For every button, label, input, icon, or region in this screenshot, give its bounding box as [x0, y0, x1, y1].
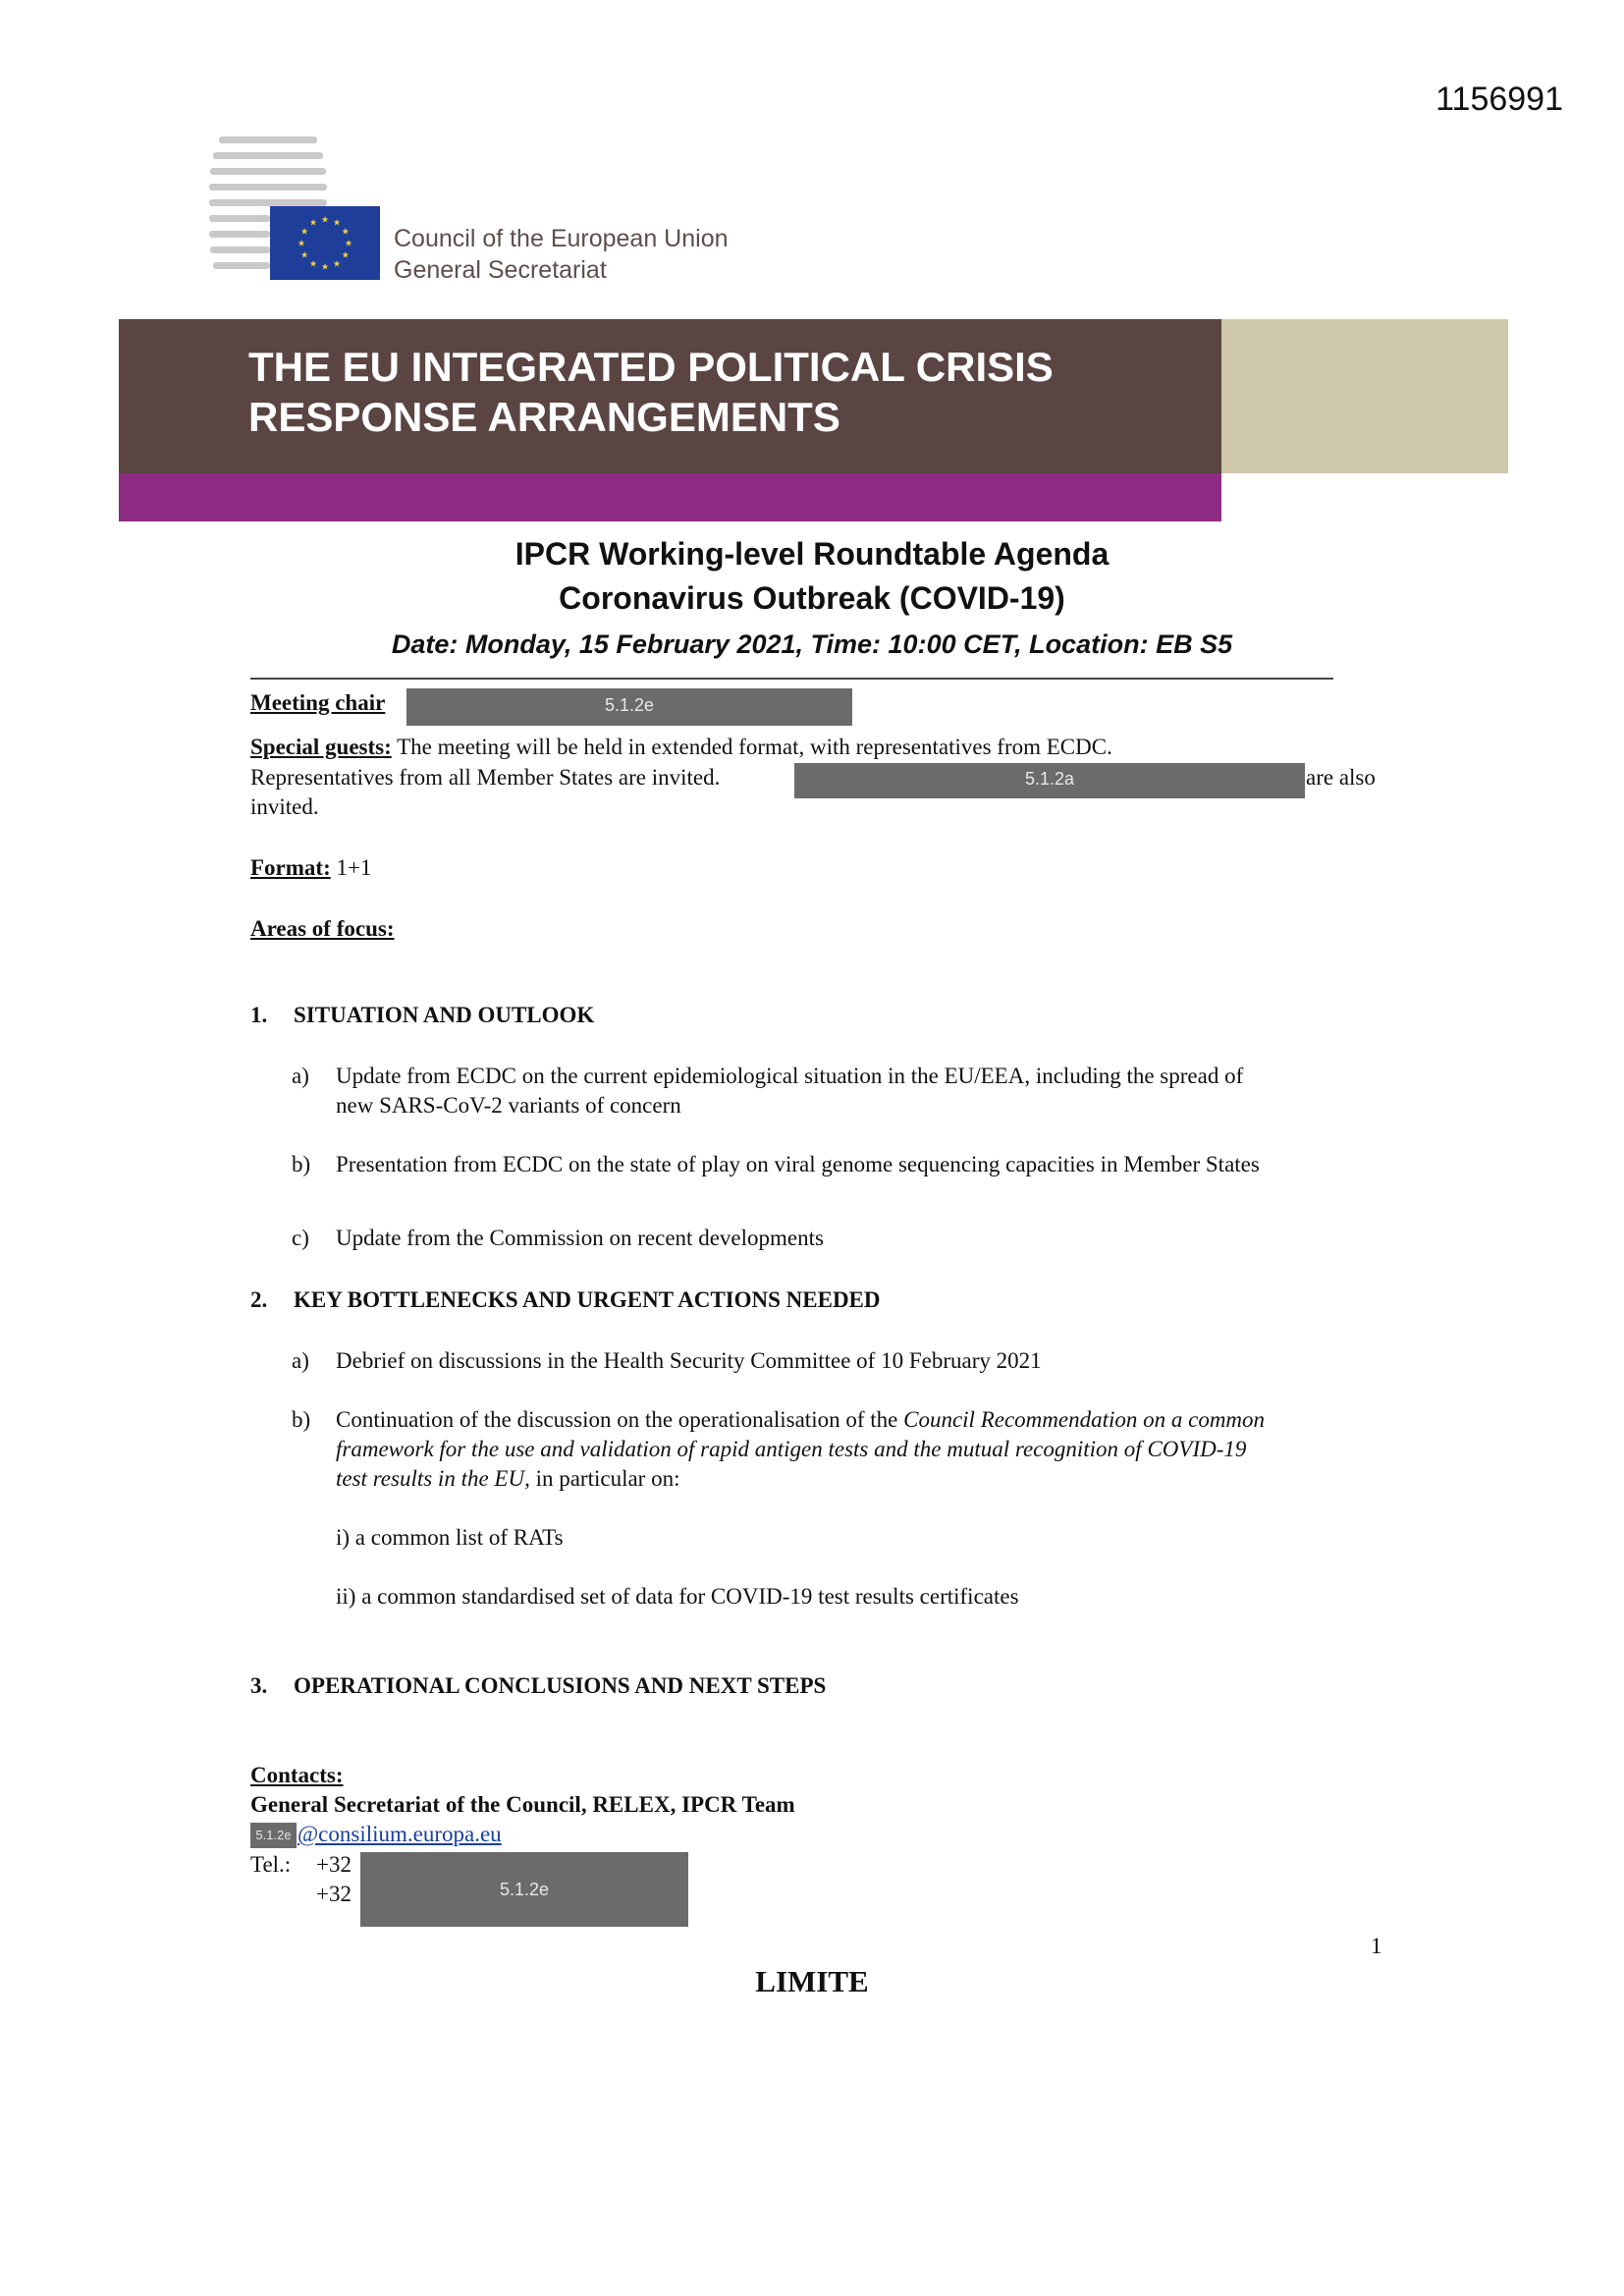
contacts-organisation: General Secretariat of the Council, RELEX, IPCR Team — [250, 1792, 795, 1817]
special-guests-text: The meeting will be held in extended format, with representatives from ECDC. — [391, 735, 1112, 759]
section-1a-line1: Update from ECDC on the current epidemiological situation in the EU/EEA, including the spread of — [336, 1064, 1244, 1088]
eu-star-icon: ★ — [300, 249, 309, 260]
special-guests-line1 — [250, 733, 1350, 762]
eu-star-icon: ★ — [341, 249, 350, 260]
section-2-number: 2. — [250, 1287, 268, 1312]
council-name-line2: General Secretariat — [394, 256, 607, 284]
eu-star-icon: ★ — [308, 258, 318, 269]
section-2b-sub-i: i) a common list of RATs — [336, 1525, 564, 1550]
eu-star-icon: ★ — [332, 258, 342, 269]
areas-of-focus-label — [250, 914, 395, 944]
section-2b-letter: b) — [292, 1407, 311, 1432]
section-1b-line1: Presentation from ECDC on the state of play on viral genome sequencing capacities in Member States — [336, 1152, 1260, 1176]
banner-title-line2: RESPONSE ARRANGEMENTS — [248, 394, 840, 440]
eu-star-icon: ★ — [297, 238, 306, 248]
contact-email-link[interactable]: @consilium.europa.eu — [298, 1822, 502, 1846]
eu-star-icon: ★ — [308, 217, 318, 228]
tel-number-1: +32 — [316, 1852, 352, 1877]
agenda-title: IPCR Working-level Roundtable Agenda — [514, 536, 1110, 572]
format-row — [250, 853, 371, 883]
tel-label: Tel.: — [250, 1852, 292, 1877]
eu-star-icon: ★ — [320, 261, 330, 272]
section-2b-line3 — [336, 1464, 679, 1494]
banner-purple-stripe — [119, 473, 1221, 521]
tel-number-2: +32 — [316, 1882, 352, 1906]
divider — [250, 678, 1333, 680]
page-number: 1 — [1371, 1934, 1382, 1958]
eu-flag-icon — [270, 206, 380, 280]
format-label: Format: — [250, 855, 331, 880]
eu-star-icon: ★ — [320, 214, 330, 225]
redaction-phone: 5.1.2e — [360, 1852, 688, 1927]
section-2-title: KEY BOTTLENECKS AND URGENT ACTIONS NEEDED — [294, 1287, 881, 1312]
section-2b-text: Continuation of the discussion on the operationalisation of the — [336, 1407, 904, 1432]
meeting-chair-label: Meeting chair — [250, 690, 386, 715]
meeting-chair-row — [250, 688, 385, 718]
contacts-label-row — [250, 1761, 344, 1790]
classification-marking: LIMITE — [755, 1964, 869, 1998]
format-value: 1+1 — [330, 855, 372, 880]
redaction-email: 5.1.2e — [250, 1823, 297, 1848]
section-2b-italic1: Council Recommendation on a common — [903, 1407, 1266, 1432]
section-2b-line2 — [336, 1435, 1246, 1464]
special-guests-label: Special guests: — [250, 735, 392, 759]
council-name — [394, 223, 729, 286]
eu-star-icon: ★ — [341, 226, 350, 237]
council-logo — [209, 133, 759, 290]
section-1c-letter: c) — [292, 1226, 309, 1250]
section-1a-letter: a) — [292, 1064, 309, 1088]
document-number: 1156991 — [1435, 81, 1563, 118]
redaction-chair: 5.1.2e — [406, 688, 852, 726]
special-guests-line2-end: are also — [1306, 765, 1376, 790]
eu-star-icon: ★ — [332, 217, 342, 228]
section-1c-line1: Update from the Commission on recent developments — [336, 1226, 824, 1250]
agenda-subtitle: Coronavirus Outbreak (COVID-19) — [559, 580, 1065, 616]
section-2b-italic3: test results in the EU, — [336, 1466, 530, 1491]
banner-tan-block — [1221, 319, 1508, 473]
special-guests-line2: Representatives from all Member States are invited. — [250, 765, 721, 790]
special-guests-line3: invited. — [250, 794, 319, 819]
section-2b-sub-ii: ii) a common standardised set of data for COVID-19 test results certificates — [336, 1584, 1019, 1609]
areas-of-focus-text: Areas of focus: — [250, 916, 395, 941]
eu-star-icon: ★ — [344, 238, 353, 248]
council-name-line1: Council of the European Union — [394, 225, 729, 252]
section-2b-line1 — [336, 1405, 1265, 1435]
section-1a-line2: new SARS-CoV-2 variants of concern — [336, 1093, 681, 1118]
banner-title-line1: THE EU INTEGRATED POLITICAL CRISIS — [248, 344, 1054, 390]
section-3-number: 3. — [250, 1673, 268, 1698]
section-2b-text3: in particular on: — [529, 1466, 680, 1491]
eu-star-icon: ★ — [300, 226, 309, 237]
section-1b-letter: b) — [292, 1152, 311, 1176]
section-2a-line1: Debrief on discussions in the Health Security Committee of 10 February 2021 — [336, 1348, 1042, 1373]
meeting-date-line: Date: Monday, 15 February 2021, Time: 10:00 CET, Location: EB S5 — [391, 629, 1233, 659]
banner-title — [248, 342, 1054, 442]
section-1-number: 1. — [250, 1003, 268, 1027]
redaction-guests: 5.1.2a — [794, 763, 1305, 798]
section-3-title: OPERATIONAL CONCLUSIONS AND NEXT STEPS — [294, 1673, 827, 1698]
section-2b-italic2: framework for the use and validation of rapid antigen tests and the mutual recognition of COVID-19 — [336, 1437, 1247, 1461]
contacts-label: Contacts: — [250, 1763, 344, 1787]
section-1-title: SITUATION AND OUTLOOK — [294, 1003, 595, 1027]
section-2a-letter: a) — [292, 1348, 309, 1373]
